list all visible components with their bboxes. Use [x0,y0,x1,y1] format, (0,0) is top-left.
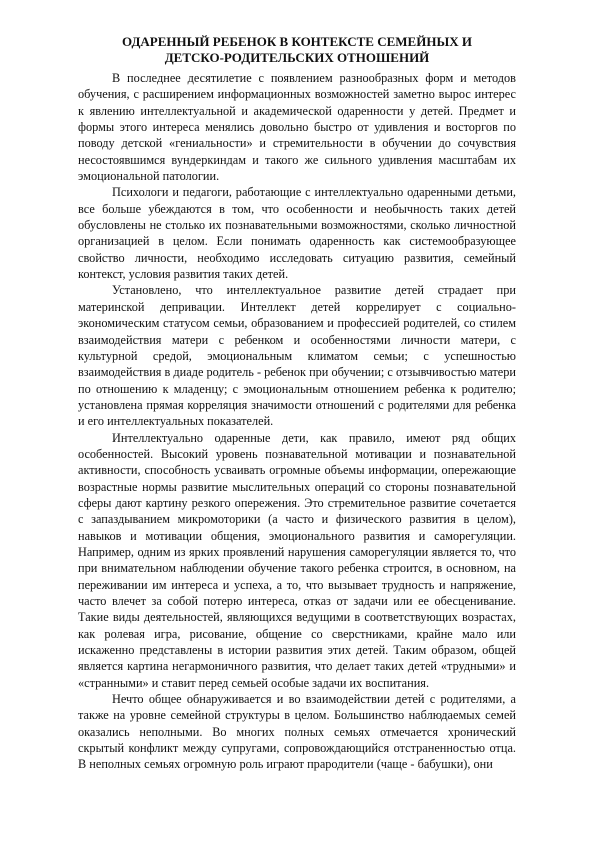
paragraph-2: Психологи и педагоги, работающие с интеллектуально одаренными детьми, все больше убеждаются в том, что особенности и необычность таких детей обусловлены не столько их познавательными возможностями, сколько личностной организацией в целом. Если понимать одаренность как системообразующее свойство личности, необходимо исследовать ситуацию развития, семейный контекст, условия развития таких детей. [78,185,516,282]
paragraph-4: Интеллектуально одаренные дети, как правило, имеют ряд общих особенностей. Высокий уровень познавательной мотивации и познавательной активности, способность усваивать огромные объемы информации, опережающие возрастные нормы развитие мыслительных операций со стороны познавательной сферы дают картину резкого опережения. Это стремительное развитие сочетается с запаздыванием микромоторики (а часто и физического развития в целом), навыков и мотивации общения, эмоционального развития и саморегуляции. Например, одним из ярких проявлений нарушения саморегуляции является то, что при внимательном наблюдении обучение такого ребенка строится, в основном, на переживании им интереса и успеха, а то, что вызывает трудность и напряжение, часто влечет за собой потерю интереса, отказ от задачи или ее обесценивание. Такие виды деятельностей, являющихся ведущими в соответствующих возрастах, как ролевая игра, рисование, общение со сверстниками, крайне мало или искаженно представлены в истории развития этих детей. Таким образом, общей является картина негармоничного развития, что делает таких детей «трудными» и «странными» и ставит перед семьей особые задачи их воспитания. [78,430,516,690]
paragraph-5: Нечто общее обнаруживается и во взаимодействии детей с родителями, а также на уровне семейной структуры в целом. Большинство наблюдаемых семей оказались неполными. Во многих полных семьях отмечается хронический скрытый конфликт между супругами, сопровождающийся отстраненностью отца. В неполных семьях огромную роль играют прародители (чаще - бабушки), они [78,692,516,772]
title-line-2: ДЕТСКО-РОДИТЕЛЬСКИХ ОТНОШЕНИЙ [164,50,430,65]
paragraph-3: Установлено, что интеллектуальное развитие детей страдает при материнской депривации. Интеллект детей коррелирует с социально-экономическим статусом семьи, образованием и профессией родителей, со стилем взаимодействия матери с ребенком и особенностями личности матери, с культурной средой, эмоциональным климатом семьи; с успешностью взаимодействия в диаде родитель - ребенок при обучении; с отзывчивостью матери по отношению к младенцу; с эмоциональным отношением ребенка к родителю; установлена прямая корреляция значимости отношений с родителями для ребенка и его интеллектуальных показателей. [78,283,516,429]
document-page [78,34,516,773]
paragraph-1: В последнее десятилетие с появлением разнообразных форм и методов обучения, с расширением информационных возможностей заметно вырос интерес к явлению интеллектуальной и академической одаренности у детей. Предмет и формы этого интереса менялись довольно быстро от удивления и восторгов по поводу детской «гениальности» и стремительности в обучении до сочувствия несостоявшимся вундеркиндам и такого же сильного удивления масштабам их эмоциональной патологии. [78,71,516,184]
title-line-1: ОДАРЕННЫЙ РЕБЕНОК В КОНТЕКСТЕ СЕМЕЙНЫХ И [122,34,472,49]
document-title [78,34,516,66]
